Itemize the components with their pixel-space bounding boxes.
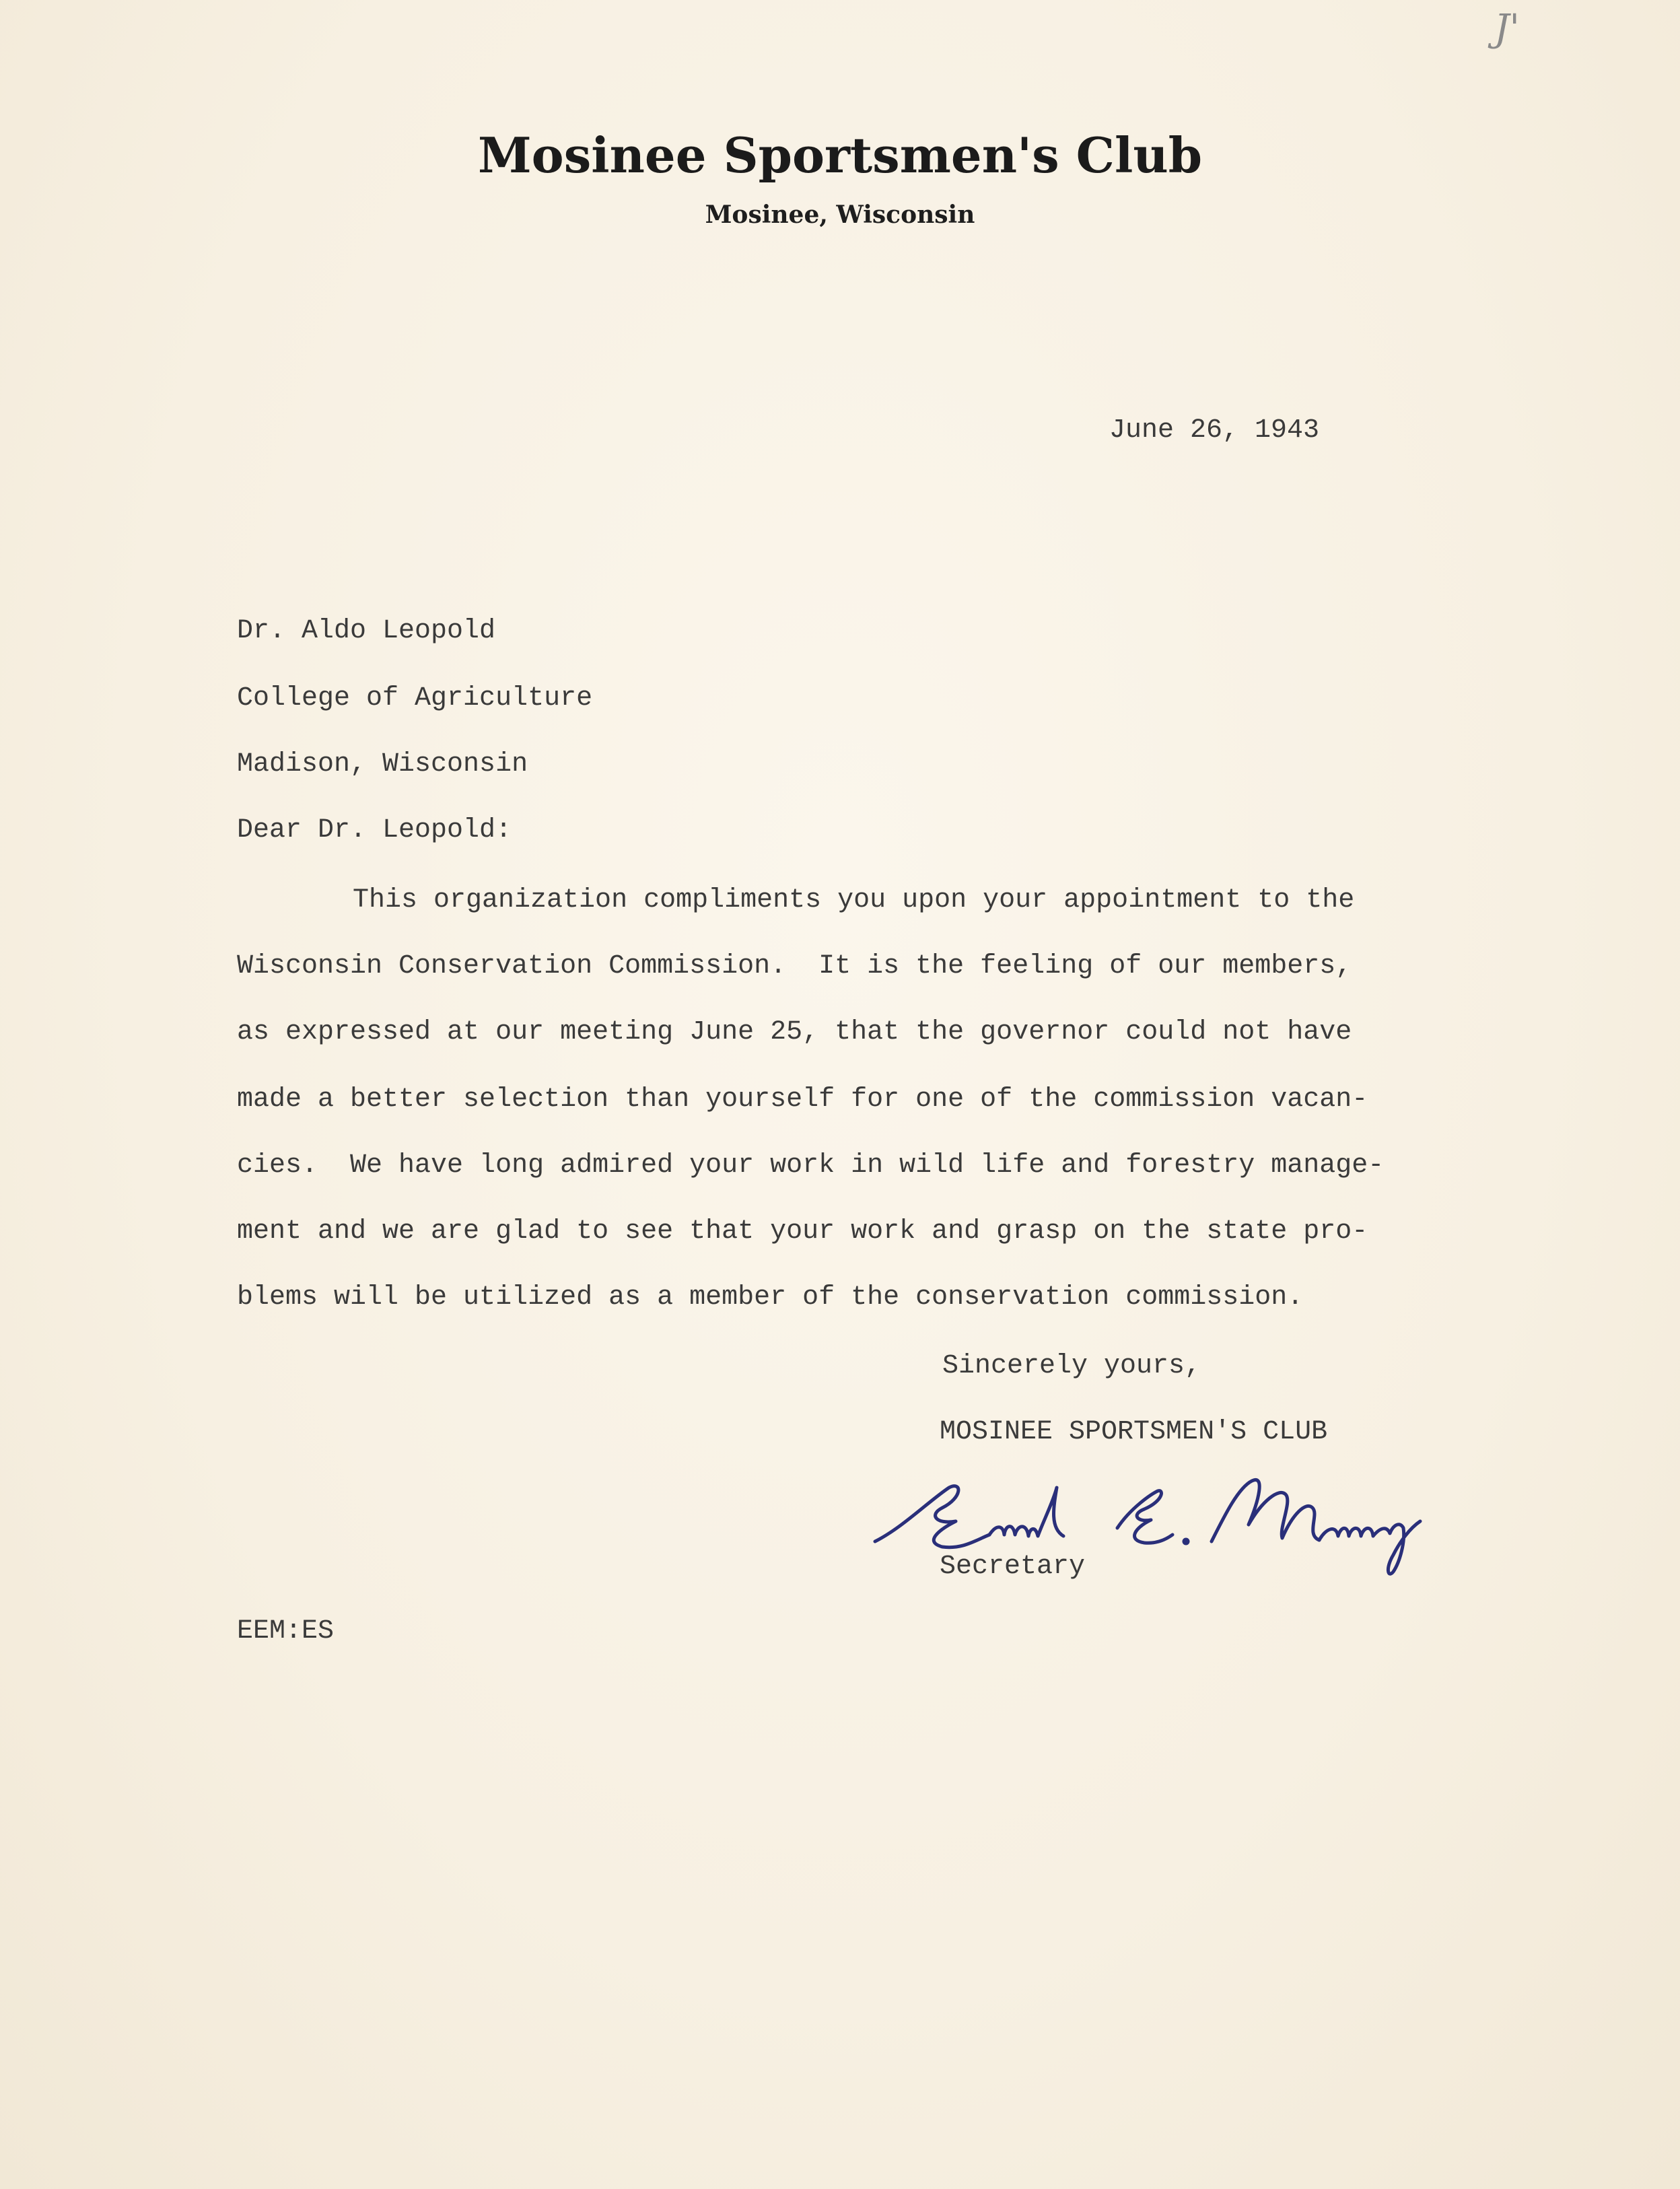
corner-pencil-mark: J' — [1494, 7, 1520, 50]
body-line: blems will be utilized as a member of the conservation commission. — [237, 1282, 1304, 1313]
body-line: as expressed at our meeting June 25, that the governor could not have — [237, 1017, 1352, 1047]
letter-date: June 26, 1943 — [1109, 415, 1320, 446]
signer-organization: MOSINEE SPORTSMEN'S CLUB — [940, 1417, 1328, 1447]
recipient-institution: College of Agriculture — [237, 683, 593, 714]
signer-title: Secretary — [940, 1552, 1086, 1582]
recipient-name: Dr. Aldo Leopold — [237, 616, 496, 646]
letterhead-location: Mosinee, Wisconsin — [705, 201, 975, 229]
body-line: ment and we are glad to see that your work and grasp on the state pro- — [237, 1216, 1368, 1247]
body-line: This organization compliments you upon your appointment to the — [353, 885, 1355, 915]
closing: Sincerely yours, — [942, 1351, 1201, 1381]
body-line: made a better selection than yourself for one of the commission vacan- — [237, 1084, 1368, 1115]
salutation: Dear Dr. Leopold: — [237, 815, 512, 845]
body-line: cies. We have long admired your work in wild life and forestry manage- — [237, 1150, 1385, 1181]
recipient-city: Madison, Wisconsin — [237, 749, 528, 779]
letterhead-organization: Mosinee Sportsmen's Club — [477, 127, 1203, 184]
body-line: Wisconsin Conservation Commission. It is the feeling of our members, — [237, 951, 1352, 981]
typist-initials: EEM:ES — [237, 1616, 335, 1646]
